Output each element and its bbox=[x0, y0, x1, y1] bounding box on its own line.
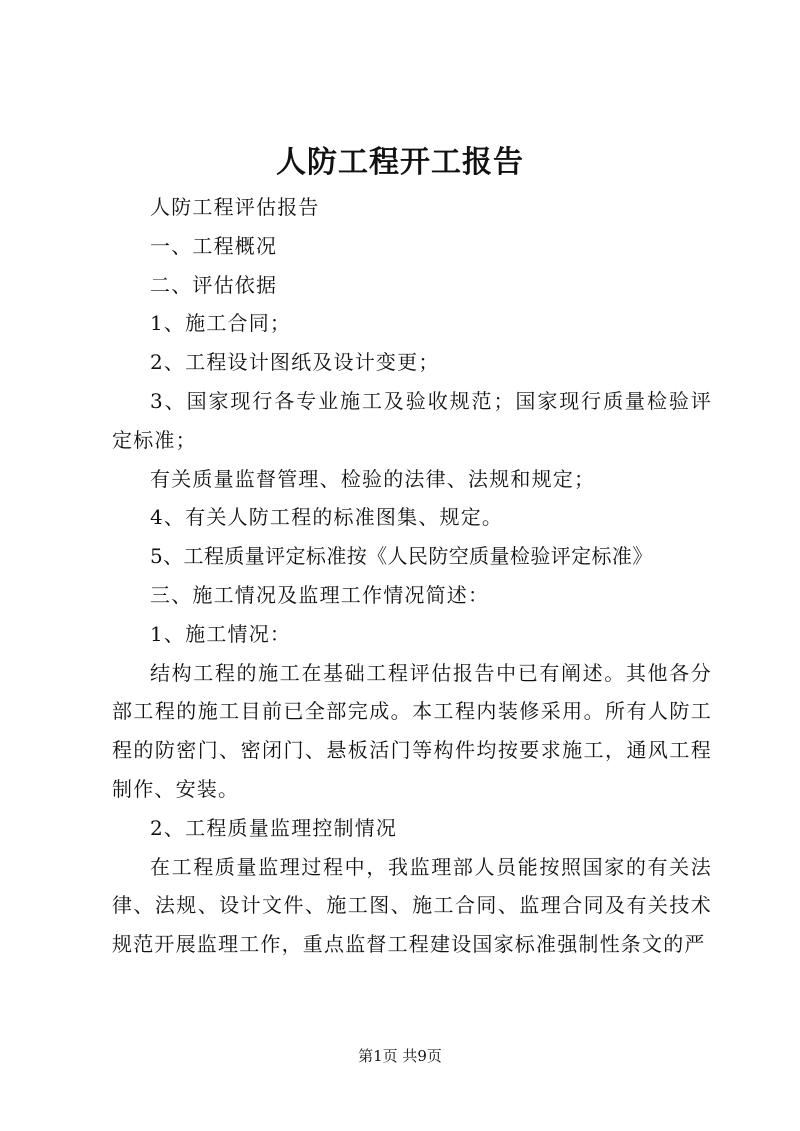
paragraph-basis-item-1: 1、施工合同； bbox=[150, 311, 292, 336]
paragraph-construction-body: 结构工程的施工在基础工程评估报告中已有阐述。其他各分部工程的施工目前已全部完成。本工程内装修采用。所有人防工程的防密门、密闭门、悬板活门等构件均按要求施工，通风工程制作、安装。 bbox=[112, 660, 712, 801]
paragraph-quality-heading: 2、工程质量监理控制情况 bbox=[150, 815, 398, 840]
paragraph-report-heading: 人防工程评估报告 bbox=[150, 195, 320, 219]
document-body bbox=[112, 188, 712, 964]
paragraph-construction-heading: 1、施工情况： bbox=[150, 621, 292, 646]
paragraph-section-basis: 二、评估依据 bbox=[150, 272, 278, 297]
paragraph-section-construction: 三、施工情况及监理工作情况简述： bbox=[150, 582, 490, 607]
document-title: 人防工程开工报告 bbox=[276, 145, 524, 180]
paragraph-basis-item-5: 5、工程质量评定标准按《人民防空质量检验评定标准》 bbox=[150, 544, 653, 569]
paragraph-quality-body: 在工程质量监理过程中，我监理部人员能按照国家的有关法律、法规、设计文件、施工图、施工合同、监理合同及有关技术规范开展监理工作，重点监督工程建设国家标准强制性条文的严 bbox=[112, 854, 712, 957]
paragraph-basis-regulations: 有关质量监督管理、检验的法律、法规和规定； bbox=[150, 466, 596, 491]
paragraph-basis-item-3: 3、国家现行各专业施工及验收规范；国家现行质量检验评定标准； bbox=[112, 388, 712, 452]
paragraph-basis-item-4: 4、有关人防工程的标准图集、规定。 bbox=[150, 505, 504, 530]
paragraph-basis-item-2: 2、工程设计图纸及设计变更； bbox=[150, 350, 440, 375]
paragraph-section-overview: 一、工程概况 bbox=[150, 233, 278, 258]
page-number-footer: 第1页 共9页 bbox=[358, 1047, 442, 1065]
